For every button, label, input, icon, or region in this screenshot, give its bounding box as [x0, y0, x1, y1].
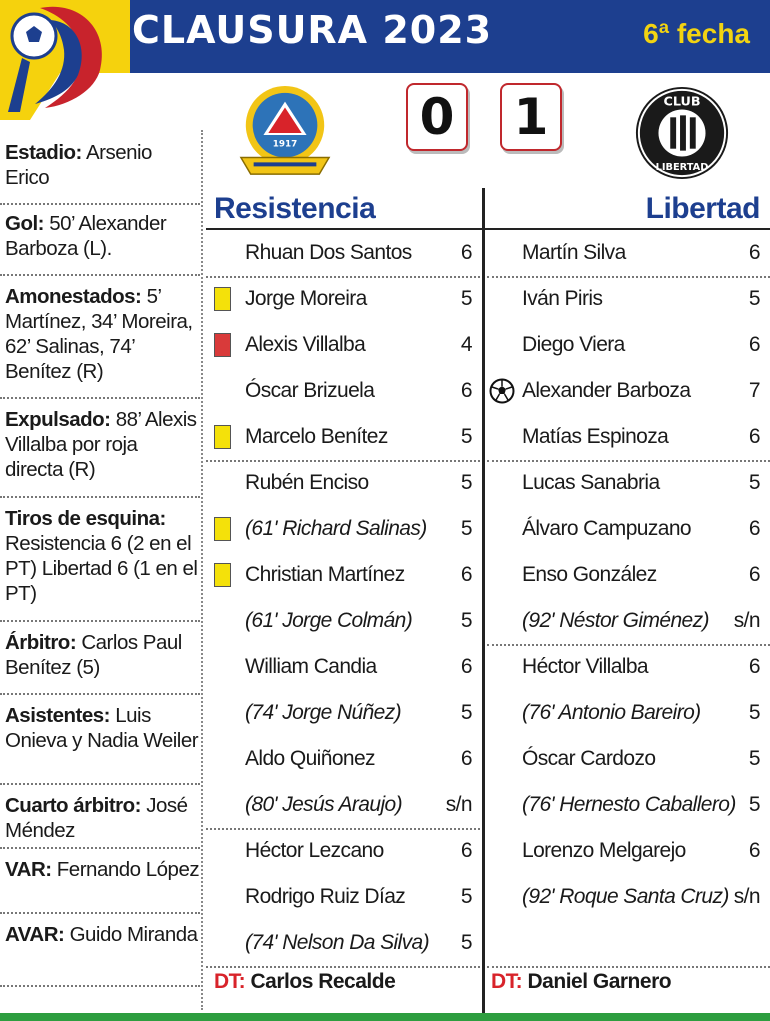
home-team-name: Resistencia — [214, 192, 376, 225]
resistencia-crest-year: 1917 — [272, 139, 298, 150]
away-score: 1 — [500, 83, 562, 151]
player-rating: 5 — [748, 747, 760, 770]
player-rating: 6 — [748, 241, 760, 264]
player-row — [487, 598, 770, 644]
player-name: Héctor Villalba — [522, 655, 649, 678]
player-row — [206, 276, 480, 322]
yellow-card-icon — [214, 425, 231, 449]
player-rating: 6 — [460, 241, 472, 264]
player-name: Jorge Moreira — [245, 287, 367, 310]
sidebar-info-label: Cuarto árbitro: — [5, 794, 141, 817]
lineup-separator — [206, 828, 480, 830]
sidebar-separator — [0, 912, 200, 914]
substitute-name: (76' Hernesto Caballero) — [522, 793, 736, 816]
player-name: Óscar Cardozo — [522, 747, 656, 770]
player-name: William Candia — [245, 655, 377, 678]
player-name: Alexander Barboza — [522, 379, 691, 402]
player-name: Rodrigo Ruiz Díaz — [245, 885, 406, 908]
player-rating: 5 — [460, 885, 472, 908]
player-name: Óscar Brizuela — [245, 379, 375, 402]
player-rating: 6 — [748, 655, 760, 678]
home-coach — [214, 970, 395, 994]
player-row — [487, 230, 770, 276]
player-name: Iván Piris — [522, 287, 603, 310]
player-row — [206, 736, 480, 782]
sidebar-info-item — [5, 140, 200, 190]
sidebar-info-text: Luis Onieva y Nadia Weiler — [5, 704, 199, 752]
soccer-ball-icon — [489, 378, 515, 404]
substitute-name: (80' Jesús Araujo) — [245, 793, 403, 816]
player-row — [206, 322, 480, 368]
player-row — [206, 414, 480, 460]
sidebar-info-text: 5’ Martínez, 34’ Moreira, 62’ Salinas, 74’ Benítez (R) — [5, 285, 193, 383]
player-row — [206, 782, 480, 828]
substitute-name: (61' Richard Salinas) — [245, 517, 427, 540]
yellow-card-icon — [214, 563, 231, 587]
sidebar-info-text: 88’ Alexis Villalba por roja directa (R) — [5, 408, 197, 481]
substitute-name: (61' Jorge Colmán) — [245, 609, 413, 632]
player-rating: 6 — [460, 747, 472, 770]
substitute-name: (74' Nelson Da Silva) — [245, 931, 429, 954]
yellow-card-icon — [214, 287, 231, 311]
player-name: Enso González — [522, 563, 657, 586]
away-coach — [491, 970, 671, 994]
player-row — [206, 828, 480, 874]
player-name: Marcelo Benítez — [245, 425, 388, 448]
player-row — [206, 460, 480, 506]
sidebar-info-text: Resistencia 6 (2 en el PT) Libertad 6 (1 en el PT) — [5, 532, 198, 605]
player-name: Alexis Villalba — [245, 333, 366, 356]
sidebar-info-label: Tiros de esquina: — [5, 507, 166, 530]
player-row — [487, 414, 770, 460]
player-row — [206, 230, 480, 276]
sidebar-info-item — [5, 793, 200, 843]
lineup-separator — [487, 276, 770, 278]
player-rating: 6 — [748, 425, 760, 448]
lineup-separator — [487, 644, 770, 646]
player-rating: 5 — [460, 931, 472, 954]
player-rating: 6 — [460, 563, 472, 586]
player-row — [487, 506, 770, 552]
player-rating: 6 — [460, 839, 472, 862]
player-name: Matías Espinoza — [522, 425, 669, 448]
player-rating: 6 — [748, 563, 760, 586]
player-rating: s/n — [733, 885, 760, 908]
player-rating: s/n — [445, 793, 472, 816]
yellow-card-icon — [214, 517, 231, 541]
sidebar-separator — [0, 847, 200, 849]
home-score: 0 — [406, 83, 468, 151]
round-label: 6ª fecha — [643, 18, 750, 49]
sidebar-info-label: Asistentes: — [5, 704, 111, 727]
sidebar-divider — [201, 130, 203, 1010]
player-row — [487, 552, 770, 598]
sidebar-info-text: Fernando López — [51, 858, 200, 881]
sidebar-info-item — [5, 407, 200, 482]
libertad-crest-top-text: CLUB — [663, 94, 701, 110]
player-name: Rhuan Dos Santos — [245, 241, 412, 264]
sidebar-info-item — [5, 284, 200, 384]
player-row — [487, 368, 770, 414]
sidebar-separator — [0, 274, 200, 276]
substitute-name: (74' Jorge Núñez) — [245, 701, 402, 724]
player-row — [487, 644, 770, 690]
lineup-separator — [206, 460, 480, 462]
league-logo-icon — [0, 0, 130, 120]
sidebar-info-text: Carlos Paul Benítez (5) — [5, 631, 182, 679]
bottom-stripe — [0, 1013, 770, 1021]
sidebar-info-label: Estadio: — [5, 141, 82, 164]
player-rating: 6 — [748, 839, 760, 862]
player-rating: 4 — [460, 333, 472, 356]
player-row — [487, 828, 770, 874]
player-row — [487, 276, 770, 322]
player-rating: 6 — [460, 379, 472, 402]
player-rating: 5 — [460, 609, 472, 632]
lineup-separator — [206, 276, 480, 278]
player-name: Aldo Quiñonez — [245, 747, 375, 770]
sidebar-info-item — [5, 630, 200, 680]
away-team-name: Libertad — [645, 192, 760, 225]
substitute-name: (76' Antonio Bareiro) — [522, 701, 701, 724]
player-row — [487, 690, 770, 736]
sidebar-separator — [0, 620, 200, 622]
player-row — [206, 506, 480, 552]
lineup-separator — [487, 460, 770, 462]
sidebar-separator — [0, 783, 200, 785]
player-rating: 5 — [460, 471, 472, 494]
sidebar-separator — [0, 397, 200, 399]
player-name: Lucas Sanabria — [522, 471, 660, 494]
player-name: Álvaro Campuzano — [522, 517, 691, 540]
player-name: Héctor Lezcano — [245, 839, 384, 862]
substitute-name: (92' Roque Santa Cruz) — [522, 885, 729, 908]
player-rating: 5 — [460, 701, 472, 724]
substitute-name: (92' Néstor Giménez) — [522, 609, 709, 632]
sidebar-info-text: José Méndez — [5, 794, 188, 842]
coach-label: DT: — [491, 970, 523, 993]
player-row — [206, 368, 480, 414]
player-row — [206, 644, 480, 690]
libertad-crest-icon — [633, 84, 731, 182]
sidebar-info-text: Guido Miranda — [64, 923, 198, 946]
home-coach-name: Carlos Recalde — [250, 970, 396, 993]
sidebar-info-label: AVAR: — [5, 923, 65, 946]
sidebar-info-label: VAR: — [5, 858, 52, 881]
player-rating: 5 — [460, 425, 472, 448]
sidebar-separator — [0, 496, 200, 498]
player-row — [487, 460, 770, 506]
player-row — [206, 598, 480, 644]
player-name: Rubén Enciso — [245, 471, 369, 494]
team-divider — [482, 188, 485, 1015]
player-name: Christian Martínez — [245, 563, 405, 586]
player-rating: 5 — [748, 287, 760, 310]
player-rating: 6 — [748, 517, 760, 540]
sidebar-info-label: Expulsado: — [5, 408, 111, 431]
sidebar-info-item — [5, 506, 200, 606]
player-rating: s/n — [733, 609, 760, 632]
player-rating: 5 — [460, 517, 472, 540]
player-rating: 5 — [748, 701, 760, 724]
player-rating: 7 — [748, 379, 760, 402]
sidebar-info-item — [5, 211, 200, 261]
sidebar-info-label: Gol: — [5, 212, 44, 235]
sidebar-separator — [0, 693, 200, 695]
player-row — [206, 552, 480, 598]
lineup-separator — [487, 966, 770, 968]
red-card-icon — [214, 333, 231, 357]
player-rating: 5 — [460, 287, 472, 310]
lineup-separator — [206, 966, 480, 968]
player-rating: 5 — [748, 793, 760, 816]
sidebar-info-text: Arsenio Erico — [5, 141, 152, 189]
player-row — [487, 736, 770, 782]
sidebar-separator — [0, 985, 200, 987]
player-row — [206, 690, 480, 736]
player-name: Martín Silva — [522, 241, 626, 264]
player-rating: 6 — [748, 333, 760, 356]
away-coach-name: Daniel Garnero — [527, 970, 672, 993]
player-row — [487, 874, 770, 920]
player-rating: 5 — [748, 471, 760, 494]
competition-title: CLAUSURA 2023 — [132, 8, 493, 52]
sidebar-info-item — [5, 857, 200, 882]
sidebar-info-item — [5, 703, 200, 753]
player-name: Diego Viera — [522, 333, 625, 356]
player-row — [487, 322, 770, 368]
player-row — [206, 874, 480, 920]
sidebar-info-label: Amonestados: — [5, 285, 142, 308]
player-row — [487, 782, 770, 828]
player-rating: 6 — [460, 655, 472, 678]
sidebar-info-text: 50’ Alexander Barboza (L). — [5, 212, 167, 260]
sidebar-info-item — [5, 922, 200, 947]
coach-label: DT: — [214, 970, 246, 993]
sidebar-separator — [0, 203, 200, 205]
libertad-crest-bottom-text: LIBERTAD — [655, 162, 709, 174]
player-row — [206, 920, 480, 966]
sidebar-info-label: Árbitro: — [5, 631, 77, 654]
resistencia-crest-icon — [236, 84, 334, 182]
player-name: Lorenzo Melgarejo — [522, 839, 686, 862]
